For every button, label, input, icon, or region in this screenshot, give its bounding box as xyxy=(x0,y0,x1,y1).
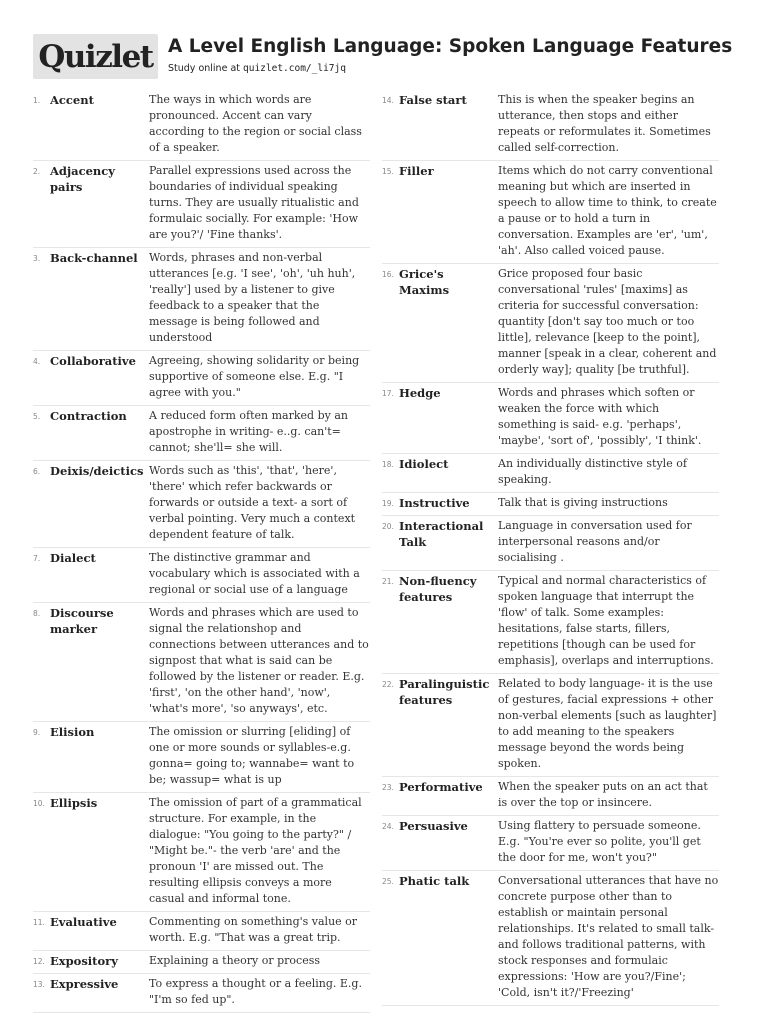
term-definition: The ways in which words are pronounced. Accent can vary according to the region or social class of a speaker. xyxy=(149,93,362,154)
term-row xyxy=(382,571,719,674)
term-name: Ellipsis xyxy=(50,796,98,810)
term-name: False start xyxy=(399,93,467,107)
term-definition: Words and phrases which soften or weaken the force with which something is said- e.g. 'perhaps', 'maybe', 'sort of', 'possibly', 'I think'. xyxy=(498,386,702,447)
logo-text: Quizlet xyxy=(38,38,153,75)
term-number: 3. xyxy=(33,254,41,263)
term-name: Adjacency pairs xyxy=(50,164,115,194)
term-number: 13. xyxy=(33,980,45,989)
term-name: Dialect xyxy=(50,551,96,565)
term-number: 5. xyxy=(33,412,41,421)
term-number: 7. xyxy=(33,554,41,563)
term-definition: Items which do not carry conventional meaning but which are inserted in speech to allow time to think, to create a pause or to hold a turn in conversation. Examples are 'er', 'um', 'ah'. Also called voiced pause. xyxy=(498,164,717,257)
term-definition: Language in conversation used for interpersonal reasons and/or socialising . xyxy=(498,519,692,564)
term-name: Deixis/deictics xyxy=(50,464,144,478)
term-definition: The omission of part of a grammatical structure. For example, in the dialogue: "You going to the party?" / "Might be."- the verb 'are' and the pronoun 'I' are missed out. The resulting ellipsis conveys a more casual and informal tone. xyxy=(149,796,362,905)
term-name: Collaborative xyxy=(50,354,136,368)
term-row xyxy=(33,793,370,912)
term-name: Interactional Talk xyxy=(399,519,484,549)
term-row xyxy=(33,406,370,461)
term-number: 20. xyxy=(382,522,394,531)
term-definition: Agreeing, showing solidarity or being supportive of someone else. E.g. "I agree with you." xyxy=(149,354,360,399)
term-row xyxy=(33,90,370,161)
term-number: 2. xyxy=(33,167,41,176)
page-title: A Level English Language: Spoken Language Features xyxy=(168,36,733,57)
term-row xyxy=(382,493,719,516)
term-name: Hedge xyxy=(399,386,441,400)
term-definition: When the speaker puts on an act that is over the top or insincere. xyxy=(498,780,708,809)
term-name: Idiolect xyxy=(399,457,449,471)
term-name: Contraction xyxy=(50,409,127,423)
term-row xyxy=(382,264,719,383)
quizlet-logo xyxy=(33,34,158,79)
term-number: 10. xyxy=(33,799,45,808)
term-name: Discourse marker xyxy=(50,606,114,636)
term-definition: Words and phrases which are used to signal the relationshop and connections between utterances and to signpost that what is said can be followed by the listener or reader. E.g. 'first', 'on the other hand', 'now', 'what's more', 'so anyways', etc. xyxy=(149,606,369,715)
term-row xyxy=(33,974,370,1013)
term-definition: Conversational utterances that have no concrete purpose other than to establish or maintain personal relationships. It's related to small talk- and follows traditional patterns, with stock responses and formulaic expressions: 'How are you?/Fine'; 'Cold, isn't it?/'Freezing' xyxy=(498,874,719,999)
study-online-line xyxy=(168,63,346,74)
term-name: Phatic talk xyxy=(399,874,470,888)
term-definition: Words such as 'this', 'that', 'here', 'there' which refer backwards or forwards or outside a text- a sort of verbal pointing. Very much a context dependent feature of talk. xyxy=(149,464,356,541)
term-number: 23. xyxy=(382,783,394,792)
header xyxy=(33,34,748,80)
term-definition: Parallel expressions used across the boundaries of individual speaking turns. They are usually ritualistic and formulaic socially. For example: 'How are you?'/ 'Fine thanks'. xyxy=(149,164,359,241)
term-number: 4. xyxy=(33,357,41,366)
term-row xyxy=(382,383,719,454)
term-row xyxy=(33,603,370,722)
term-number: 6. xyxy=(33,467,41,476)
term-name: Persuasive xyxy=(399,819,468,833)
term-row xyxy=(382,777,719,816)
term-row xyxy=(33,548,370,603)
term-definition: Words, phrases and non-verbal utterances [e.g. 'I see', 'oh', 'uh huh', 'really'] used by a listener to give feedback to a speaker that the message is being followed and understood xyxy=(149,251,356,344)
study-prefix: Study online at xyxy=(168,63,244,74)
term-row xyxy=(33,951,370,974)
term-number: 15. xyxy=(382,167,394,176)
term-definition: Typical and normal characteristics of spoken language that interrupt the 'flow' of talk. Some examples: hesitations, false starts, fillers, repetitions [though can be used for emphasis], overlaps and interruptions. xyxy=(498,574,714,667)
term-definition: Explaining a theory or process xyxy=(149,954,321,967)
term-number: 21. xyxy=(382,577,394,586)
term-definition: Grice proposed four basic conversational 'rules' [maxims] as criteria for successful conversation: quantity [don't say too much or too little], relevance [keep to the point], manner [speak in a clear, coherent and orderly way]; quality [be truthful]. xyxy=(498,267,717,376)
term-row xyxy=(382,516,719,571)
term-number: 19. xyxy=(382,499,394,508)
term-definition: Related to body language- it is the use of gestures, facial expressions + other non-verbal elements [such as laughter] to add meaning to the speakers message beyond the words being spoken. xyxy=(498,677,717,770)
term-row xyxy=(382,871,719,1006)
term-row xyxy=(382,454,719,493)
term-definition: Talk that is giving instructions xyxy=(498,496,668,509)
term-number: 22. xyxy=(382,680,394,689)
term-name: Performative xyxy=(399,780,483,794)
term-number: 8. xyxy=(33,609,41,618)
term-row xyxy=(33,351,370,406)
term-row xyxy=(382,90,719,161)
term-row xyxy=(33,248,370,351)
term-name: Evaluative xyxy=(50,915,117,929)
term-definition: An individually distinctive style of speaking. xyxy=(498,457,687,486)
term-row xyxy=(33,161,370,248)
term-definition: The omission or slurring [eliding] of one or more sounds or syllables-e.g. gonna= going to; wannabe= want to be; wassup= what is up xyxy=(149,725,355,786)
term-name: Elision xyxy=(50,725,95,739)
term-name: Expository xyxy=(50,954,118,968)
term-name: Expressive xyxy=(50,977,119,991)
term-definition: Commenting on something's value or worth. E.g. "That was a great trip. xyxy=(149,915,358,944)
term-number: 1. xyxy=(33,96,41,105)
term-definition: This is when the speaker begins an utterance, then stops and either repeats or reformulates it. Sometimes called self-correction. xyxy=(498,93,711,154)
study-url: quizlet.com/_li7jq xyxy=(243,63,346,74)
term-name: Paralinguistic features xyxy=(399,677,490,707)
term-name: Filler xyxy=(399,164,434,178)
term-row xyxy=(33,912,370,951)
term-number: 18. xyxy=(382,460,394,469)
term-row xyxy=(33,722,370,793)
term-row xyxy=(382,674,719,777)
term-name: Accent xyxy=(50,93,94,107)
term-number: 12. xyxy=(33,957,45,966)
term-number: 11. xyxy=(33,918,45,927)
term-name: Grice's Maxims xyxy=(399,267,450,297)
term-number: 25. xyxy=(382,877,394,886)
term-row xyxy=(382,161,719,264)
term-definition: A reduced form often marked by an apostrophe in writing- e..g. can't= cannot; she'll= she will. xyxy=(149,409,348,454)
term-number: 14. xyxy=(382,96,394,105)
term-number: 16. xyxy=(382,270,394,279)
term-definition: The distinctive grammar and vocabulary which is associated with a regional or social use of a language xyxy=(149,551,360,596)
term-definition: To express a thought or a feeling. E.g. "I'm so fed up". xyxy=(149,977,362,1006)
term-row xyxy=(382,816,719,871)
term-name: Back-channel xyxy=(50,251,138,265)
term-name: Instructive xyxy=(399,496,470,510)
term-name: Non-fluency features xyxy=(399,574,477,604)
term-number: 9. xyxy=(33,728,41,737)
term-definition: Using flattery to persuade someone. E.g. "You're ever so polite, you'll get the door for me, won't you?" xyxy=(498,819,701,864)
term-number: 24. xyxy=(382,822,394,831)
term-row xyxy=(33,461,370,548)
term-number: 17. xyxy=(382,389,394,398)
terms-column-left xyxy=(33,90,370,1013)
terms-column-right xyxy=(382,90,719,1006)
